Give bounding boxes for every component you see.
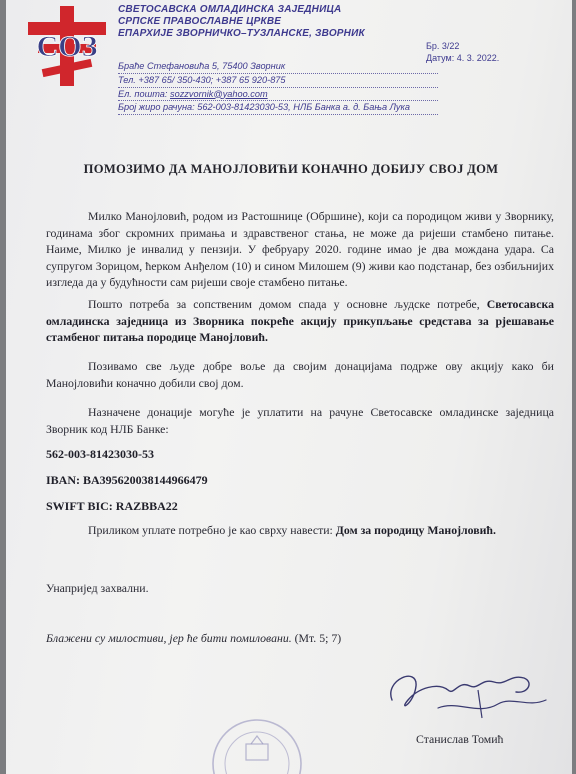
paragraph-intro: Милко Манојловић, родом из Растошнице (Обршине), који са породицом живи у Зворнику, годинама због скромних примања и здравственог стања, не може да ријеши стамбено питање. Наиме, Милко је инвалид у пензији. У фебруару 2020. године имао је два мождана удара. Са супругом Зорицом, ћерком Анђелом (10) и сином Милошем (9) живи као подстанар, без озбиљнијих изгледа да у будућности сам ријеши своје стамбено питање. — [46, 209, 554, 290]
address-line: Браће Стефановића 5, 75400 Зворник — [118, 60, 438, 74]
handwritten-signature-icon — [378, 660, 558, 730]
paragraph-invitation: Позивамо све људе добре воље да својим донацијама подрже ову акцију како би Манојловићи коначно добили свој дом. — [46, 359, 554, 390]
quote-reference: (Мт. 5; 7) — [291, 631, 342, 645]
paragraph-action-bold: Светосавска омладинска заједница из Зворника покреће акцију прикупљање средстава за рјешавање стамбеног питања породице Манојловић. — [46, 297, 554, 345]
contact-block — [118, 60, 438, 115]
payment-purpose-text: Приликом уплате потребно је као сврху навести: — [88, 523, 336, 537]
reference-number: Бр. 3/22 — [426, 41, 460, 51]
quote-text: Блажени су милостиви, јер ће бити помиловани. — [46, 631, 292, 645]
letter-title: ПОМОЗИМО ДА МАНОЈЛОВИЋИ КОНАЧНО ДОБИЈУ СВОЈ ДОМ — [83, 162, 499, 176]
organization-logo-icon — [24, 4, 110, 88]
swift-code: SWIFT BIC: RAZBBA22 — [46, 499, 178, 513]
payment-purpose-bold: Дом за породицу Манојловић. — [335, 523, 496, 537]
thanks-line: Унапријед захвални. — [46, 581, 149, 595]
iban-number: IBAN: BA395620038144966479 — [46, 473, 208, 487]
paragraph-donations: Назначене донације могуће је уплатити на рачуне Светосавске омладинске заједница Зворник код НЛБ Банке: — [46, 405, 554, 436]
paragraph-action — [46, 296, 554, 346]
paragraph-payment-purpose — [46, 522, 554, 539]
email-label: Ел. пошта: — [118, 88, 168, 99]
reference-box — [426, 40, 546, 64]
signer-name: Станислав Томић — [416, 732, 504, 746]
scripture-quote — [46, 630, 554, 647]
org-line-2: СРПСКЕ ПРАВОСЛАВНЕ ЦРКВЕ — [118, 16, 282, 27]
letter-date: Датум: 4. 3. 2022. — [426, 53, 500, 63]
org-line-1: СВЕТОСАВСКА ОМЛАДИНСКА ЗАЈЕДНИЦА — [118, 4, 342, 15]
email-link[interactable]: sozzvornik@yahoo.com — [169, 88, 268, 99]
logo-text: СОЗ — [36, 30, 98, 63]
paragraph-action-text: Пошто потреба за сопственим домом спада у основне људске потребе, — [88, 297, 487, 311]
org-line-3: ЕПАРХИЈЕ ЗВОРНИЧКО–ТУЗЛАНСКЕ, ЗВОРНИК — [118, 28, 365, 39]
organization-name — [118, 4, 418, 40]
letter-page — [6, 0, 572, 774]
account-number: 562-003-81423030-53 — [46, 447, 154, 461]
account-line: Број жиро рачуна: 562-003-81423030-53, НЛБ Банка а. д. Бања Лука — [118, 101, 438, 115]
stamp-seal-icon — [202, 694, 312, 774]
phone-line: Тел. +387 65/ 350-430; +387 65 920-875 — [118, 74, 438, 88]
email-line — [118, 88, 438, 102]
